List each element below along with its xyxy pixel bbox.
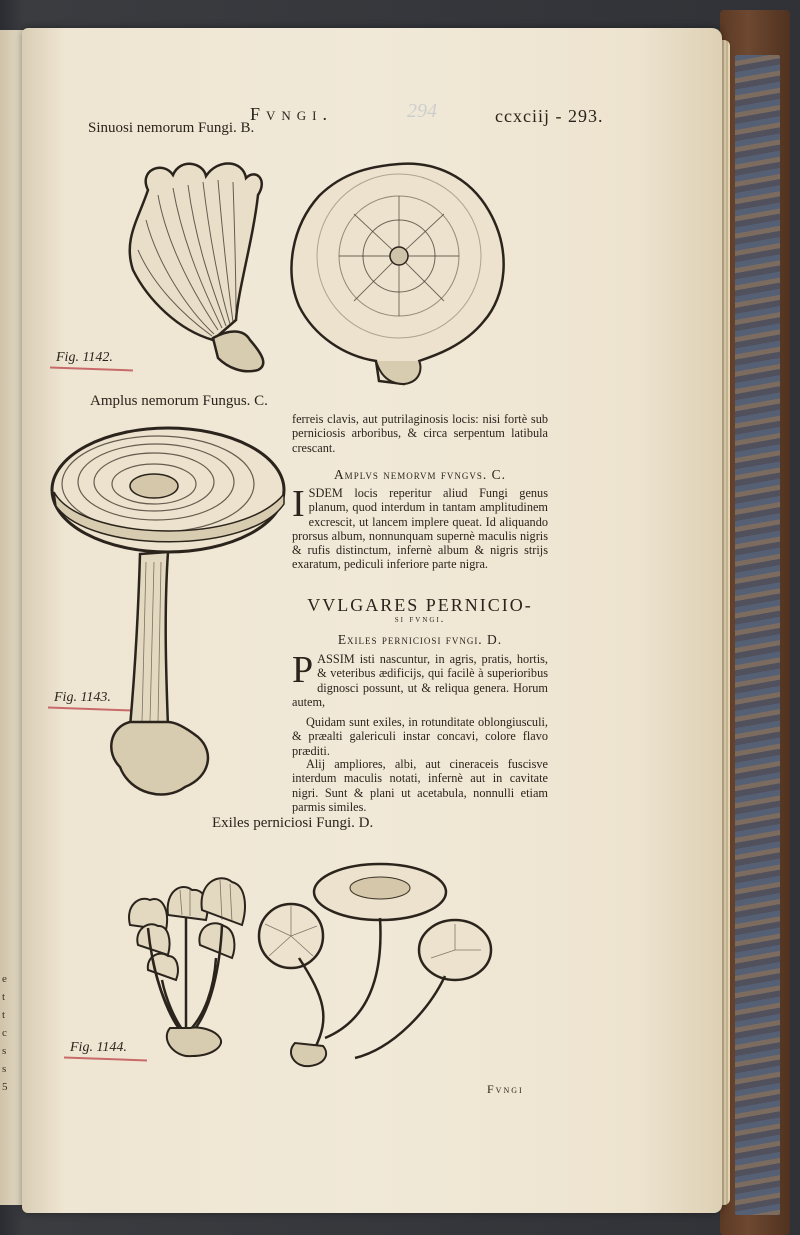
heading-vulgares: VVLGARES PERNICIO- bbox=[307, 595, 533, 615]
heading-exiles: Exiles perniciosi fvngi. D. bbox=[337, 632, 503, 647]
text-paragraph-2-body: SDEM locis reperitur aliud Fungi genus planum, quod interdum in tantam amplitudinem excrescit, ut lancem implere queat. Id aliquando prorsus album, nonnunquam supernè maculis nigris & rufis distinctum, infernè album & nigris strijs exaratum, pediculi inferiore parte nigra. bbox=[292, 486, 548, 572]
catchword: Fvngi bbox=[487, 1082, 524, 1096]
text-paragraph-5: Alij ampliores, albi, aut cineraceis fuscisve interdum maculis notati, infernè aut in cavitate nigri. Sunt & plani ut acetabula, nonnulli etiam parmis similes. bbox=[292, 757, 548, 814]
woodcut-sinuous-fungus-right bbox=[284, 156, 514, 391]
woodcut-sinuous-fungus-left bbox=[118, 150, 288, 380]
left-page-marks: e t t c s s 5 bbox=[2, 973, 8, 1093]
woodcut-exiles-fungi-parasols bbox=[255, 858, 500, 1073]
page-folio: ccxciij - 293. bbox=[495, 106, 604, 126]
figure-c-caption: Amplus nemorum Fungus. C. bbox=[90, 393, 268, 409]
figure-c-label: Fig. 1143. bbox=[54, 690, 111, 705]
figure-b-caption: Sinuosi nemorum Fungi. B. bbox=[88, 120, 255, 136]
drop-cap-p: P bbox=[292, 649, 314, 691]
text-paragraph-4: Quidam sunt exiles, in rotunditate oblongiusculi, & præalti galericuli instar concavi, colore flavo præditi. bbox=[292, 715, 548, 758]
heading-amplus: Amplvs nemorvm fvngvs. C. bbox=[333, 467, 507, 482]
figure-d-label: Fig. 1144. bbox=[70, 1040, 127, 1055]
drop-cap-i: I bbox=[292, 483, 305, 525]
figure-b-label: Fig. 1142. bbox=[56, 350, 113, 365]
text-paragraph-3 bbox=[292, 649, 548, 709]
heading-vulgares-line2: si fvngi. bbox=[394, 614, 446, 625]
text-paragraph-1: ferreis clavis, aut putrilaginosis locis: nisi fortè sub perniciosis arboribus, & circa serpentum latibula crescant. bbox=[292, 412, 548, 455]
text-paragraph-2 bbox=[292, 483, 548, 572]
woodcut-exiles-fungi-cluster bbox=[120, 870, 250, 1065]
figure-d-caption: Exiles perniciosi Fungi. D. bbox=[212, 815, 374, 831]
text-paragraph-3-body: ASSIM isti nascuntur, in agris, pratis, hortis, & veteribus ædificijs, qui facilè à superioribus dignosci possunt, ut & reliqua genera. Horum autem, bbox=[292, 652, 548, 709]
bleed-through-folio: 294 bbox=[407, 100, 437, 122]
marbled-endpaper bbox=[735, 55, 780, 1215]
woodcut-amplus-fungus bbox=[50, 422, 290, 807]
running-title: Fvngi. bbox=[250, 104, 334, 124]
